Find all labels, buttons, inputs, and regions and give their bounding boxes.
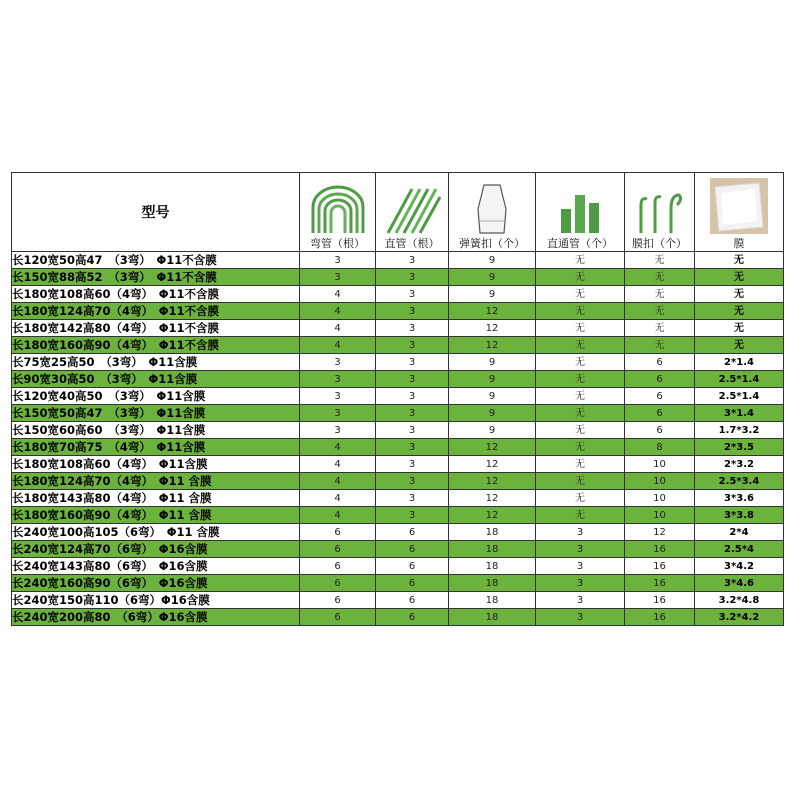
film-clip-cell: 无 [625, 320, 695, 337]
film-clip-cell: 16 [625, 575, 695, 592]
spring-clip-cell: 18 [449, 575, 536, 592]
straight-tube-cell: 3 [376, 371, 449, 388]
film-clip-cell: 16 [625, 592, 695, 609]
film-clip-cell: 无 [625, 337, 695, 354]
spring-clip-cell: 12 [449, 456, 536, 473]
spring-clip-cell: 9 [449, 354, 536, 371]
model-cell: 长180宽124高70（4弯） Φ11不含膜 [12, 303, 300, 320]
table-row [12, 286, 784, 303]
connector-cell: 3 [536, 609, 625, 626]
bent-tube-cell: 3 [300, 252, 376, 269]
film-clip-cell: 16 [625, 541, 695, 558]
bent-tube-cell: 6 [300, 524, 376, 541]
film-clip-cell: 6 [625, 388, 695, 405]
bent-tube-cell: 3 [300, 354, 376, 371]
film-cell: 1.7*3.2 [695, 422, 784, 439]
spring-clip-cell: 12 [449, 320, 536, 337]
table-row [12, 371, 784, 388]
connector-cell: 无 [536, 507, 625, 524]
film-cell: 无 [695, 252, 784, 269]
connector-cell: 无 [536, 405, 625, 422]
table-row [12, 507, 784, 524]
bent-tube-label: 弯管（根） [310, 237, 365, 250]
straight-tube-cell: 3 [376, 337, 449, 354]
spring-clip-cell: 9 [449, 371, 536, 388]
film-clip-cell: 无 [625, 252, 695, 269]
film-header [695, 173, 784, 252]
straight-tube-cell: 6 [376, 592, 449, 609]
table-row [12, 269, 784, 286]
table-row [12, 354, 784, 371]
spring-clip-cell: 18 [449, 541, 536, 558]
model-cell: 长240宽160高90（6弯） Φ16含膜 [12, 575, 300, 592]
connector-cell: 3 [536, 558, 625, 575]
straight-tube-cell: 6 [376, 609, 449, 626]
connector-cell: 无 [536, 422, 625, 439]
straight-tube-cell: 3 [376, 422, 449, 439]
film-clip-cell: 无 [625, 286, 695, 303]
spring-clip-cell: 18 [449, 524, 536, 541]
spring-clip-icon [472, 183, 512, 235]
film-cell: 2.5*4 [695, 541, 784, 558]
table-row [12, 439, 784, 456]
connector-cell: 无 [536, 490, 625, 507]
bent-tube-cell: 3 [300, 405, 376, 422]
spring-clip-cell: 9 [449, 286, 536, 303]
straight-tube-cell: 3 [376, 507, 449, 524]
spring-clip-cell: 9 [449, 405, 536, 422]
spring-clip-header [449, 173, 536, 252]
film-cell: 3*3.6 [695, 490, 784, 507]
spring-clip-cell: 18 [449, 592, 536, 609]
film-clip-header [625, 173, 695, 252]
straight-tube-header [376, 173, 449, 252]
straight-tube-cell: 6 [376, 558, 449, 575]
model-cell: 长120宽40高50 （3弯） Φ11含膜 [12, 388, 300, 405]
straight-tube-cell: 3 [376, 354, 449, 371]
spec-table [11, 172, 784, 626]
model-cell: 长180宽108高60（4弯） Φ11含膜 [12, 456, 300, 473]
connector-cell: 无 [536, 354, 625, 371]
straight-tube-cell: 3 [376, 439, 449, 456]
connector-cell: 无 [536, 286, 625, 303]
connector-cell: 3 [536, 575, 625, 592]
straight-tube-cell: 3 [376, 388, 449, 405]
table-row [12, 320, 784, 337]
table-row [12, 558, 784, 575]
bent-tube-cell: 6 [300, 592, 376, 609]
connector-cell: 3 [536, 524, 625, 541]
connector-cell: 无 [536, 439, 625, 456]
film-clip-cell: 10 [625, 507, 695, 524]
bent-tube-cell: 4 [300, 507, 376, 524]
table-row [12, 422, 784, 439]
table-row [12, 541, 784, 558]
spring-clip-cell: 18 [449, 609, 536, 626]
film-cell: 3*4.2 [695, 558, 784, 575]
bent-tube-cell: 4 [300, 473, 376, 490]
bent-tube-cell: 4 [300, 337, 376, 354]
film-cell: 2.5*1.4 [695, 388, 784, 405]
straight-tube-cell: 6 [376, 524, 449, 541]
bent-tube-cell: 4 [300, 303, 376, 320]
model-cell: 长240宽100高105（6弯） Φ11 含膜 [12, 524, 300, 541]
straight-tube-cell: 6 [376, 541, 449, 558]
bent-tube-cell: 6 [300, 541, 376, 558]
green-connector-tubes-icon [557, 191, 603, 235]
film-cell: 无 [695, 303, 784, 320]
model-cell: 长150宽60高60 （3弯） Φ11含膜 [12, 422, 300, 439]
bent-tube-cell: 6 [300, 575, 376, 592]
straight-tube-cell: 3 [376, 405, 449, 422]
green-straight-tubes-icon [382, 185, 442, 235]
film-clip-cell: 12 [625, 524, 695, 541]
film-cell: 3*4.6 [695, 575, 784, 592]
film-cell: 2*4 [695, 524, 784, 541]
model-cell: 长150宽50高47 （3弯） Φ11含膜 [12, 405, 300, 422]
film-clip-cell: 10 [625, 490, 695, 507]
model-cell: 长180宽142高80（4弯） Φ11不含膜 [12, 320, 300, 337]
connector-cell: 无 [536, 371, 625, 388]
bent-tube-cell: 4 [300, 320, 376, 337]
connector-label: 直通管（个） [547, 237, 613, 250]
model-cell: 长75宽25高50 （3弯） Φ11含膜 [12, 354, 300, 371]
spring-clip-label: 弹簧扣（个） [459, 237, 525, 250]
table-row [12, 473, 784, 490]
spring-clip-cell: 12 [449, 439, 536, 456]
film-cell: 3*1.4 [695, 405, 784, 422]
film-cell: 无 [695, 320, 784, 337]
film-clip-cell: 6 [625, 422, 695, 439]
bent-tube-cell: 6 [300, 609, 376, 626]
bent-tube-cell: 4 [300, 456, 376, 473]
connector-cell: 3 [536, 541, 625, 558]
straight-tube-cell: 3 [376, 303, 449, 320]
bent-tube-cell: 3 [300, 371, 376, 388]
straight-tube-cell: 3 [376, 490, 449, 507]
model-cell: 长90宽30高50 （3弯） Φ11含膜 [12, 371, 300, 388]
model-cell: 长180宽160高90（4弯） Φ11不含膜 [12, 337, 300, 354]
film-clip-cell: 6 [625, 371, 695, 388]
connector-cell: 无 [536, 456, 625, 473]
spring-clip-cell: 9 [449, 269, 536, 286]
bent-tube-cell: 4 [300, 439, 376, 456]
table-row [12, 575, 784, 592]
connector-cell: 无 [536, 473, 625, 490]
model-cell: 长150宽88高52 （3弯） Φ11不含膜 [12, 269, 300, 286]
film-clip-cell: 无 [625, 269, 695, 286]
spring-clip-cell: 18 [449, 558, 536, 575]
straight-tube-cell: 6 [376, 575, 449, 592]
film-cell: 3*3.8 [695, 507, 784, 524]
film-clip-cell: 6 [625, 405, 695, 422]
table-row [12, 609, 784, 626]
green-arch-tubes-icon [307, 185, 369, 235]
film-clip-label: 膜扣（个） [632, 237, 687, 250]
model-header: 型号 [12, 173, 300, 252]
straight-tube-cell: 3 [376, 473, 449, 490]
spring-clip-cell: 9 [449, 422, 536, 439]
plastic-film-icon [709, 177, 769, 235]
table-row [12, 524, 784, 541]
connector-cell: 无 [536, 388, 625, 405]
table-row [12, 490, 784, 507]
model-cell: 长180宽143高80（4弯） Φ11 含膜 [12, 490, 300, 507]
film-clip-cell: 8 [625, 439, 695, 456]
connector-cell: 3 [536, 592, 625, 609]
spring-clip-cell: 12 [449, 490, 536, 507]
film-cell: 无 [695, 286, 784, 303]
bent-tube-header [300, 173, 376, 252]
model-cell: 长240宽143高80（6弯） Φ16含膜 [12, 558, 300, 575]
straight-tube-label: 直管（根） [384, 237, 440, 250]
straight-tube-cell: 3 [376, 252, 449, 269]
film-clip-cell: 无 [625, 303, 695, 320]
connector-cell: 无 [536, 320, 625, 337]
connector-cell: 无 [536, 337, 625, 354]
bent-tube-cell: 4 [300, 490, 376, 507]
film-cell: 无 [695, 269, 784, 286]
film-label: 膜 [733, 237, 745, 250]
film-clip-cell: 16 [625, 558, 695, 575]
table-row [12, 303, 784, 320]
spring-clip-cell: 9 [449, 252, 536, 269]
connector-cell: 无 [536, 269, 625, 286]
table-row [12, 337, 784, 354]
bent-tube-cell: 3 [300, 388, 376, 405]
connector-cell: 无 [536, 252, 625, 269]
table-row [12, 252, 784, 269]
bent-tube-cell: 4 [300, 286, 376, 303]
film-clip-cell: 16 [625, 609, 695, 626]
straight-tube-cell: 3 [376, 269, 449, 286]
connector-cell: 无 [536, 303, 625, 320]
model-cell: 长180宽160高90（4弯） Φ11 含膜 [12, 507, 300, 524]
spring-clip-cell: 12 [449, 337, 536, 354]
film-cell: 无 [695, 337, 784, 354]
model-cell: 长180宽124高70（4弯） Φ11 含膜 [12, 473, 300, 490]
spring-clip-cell: 12 [449, 303, 536, 320]
straight-tube-cell: 3 [376, 320, 449, 337]
header-row [12, 173, 784, 252]
bent-tube-cell: 6 [300, 558, 376, 575]
bent-tube-cell: 3 [300, 269, 376, 286]
connector-header [536, 173, 625, 252]
straight-tube-cell: 3 [376, 456, 449, 473]
table-row [12, 592, 784, 609]
spring-clip-cell: 12 [449, 473, 536, 490]
film-cell: 2.5*3.4 [695, 473, 784, 490]
film-clip-cell: 6 [625, 354, 695, 371]
model-cell: 长180宽70高75 （4弯） Φ11含膜 [12, 439, 300, 456]
spring-clip-cell: 9 [449, 388, 536, 405]
model-cell: 长240宽200高80 （6弯）Φ16含膜 [12, 609, 300, 626]
green-film-clip-icon [635, 189, 685, 235]
film-cell: 2.5*1.4 [695, 371, 784, 388]
model-cell: 长180宽108高60（4弯） Φ11不含膜 [12, 286, 300, 303]
model-cell: 长120宽50高47 （3弯） Φ11不含膜 [12, 252, 300, 269]
film-cell: 2*1.4 [695, 354, 784, 371]
film-cell: 3.2*4.2 [695, 609, 784, 626]
table-row [12, 405, 784, 422]
film-clip-cell: 10 [625, 456, 695, 473]
bent-tube-cell: 3 [300, 422, 376, 439]
spring-clip-cell: 12 [449, 507, 536, 524]
model-cell: 长240宽124高70（6弯） Φ16含膜 [12, 541, 300, 558]
film-cell: 3.2*4.8 [695, 592, 784, 609]
model-cell: 长240宽150高110（6弯）Φ16含膜 [12, 592, 300, 609]
straight-tube-cell: 3 [376, 286, 449, 303]
film-cell: 2*3.2 [695, 456, 784, 473]
film-clip-cell: 10 [625, 473, 695, 490]
table-row [12, 388, 784, 405]
table-body [12, 252, 784, 626]
table-row [12, 456, 784, 473]
film-cell: 2*3.5 [695, 439, 784, 456]
